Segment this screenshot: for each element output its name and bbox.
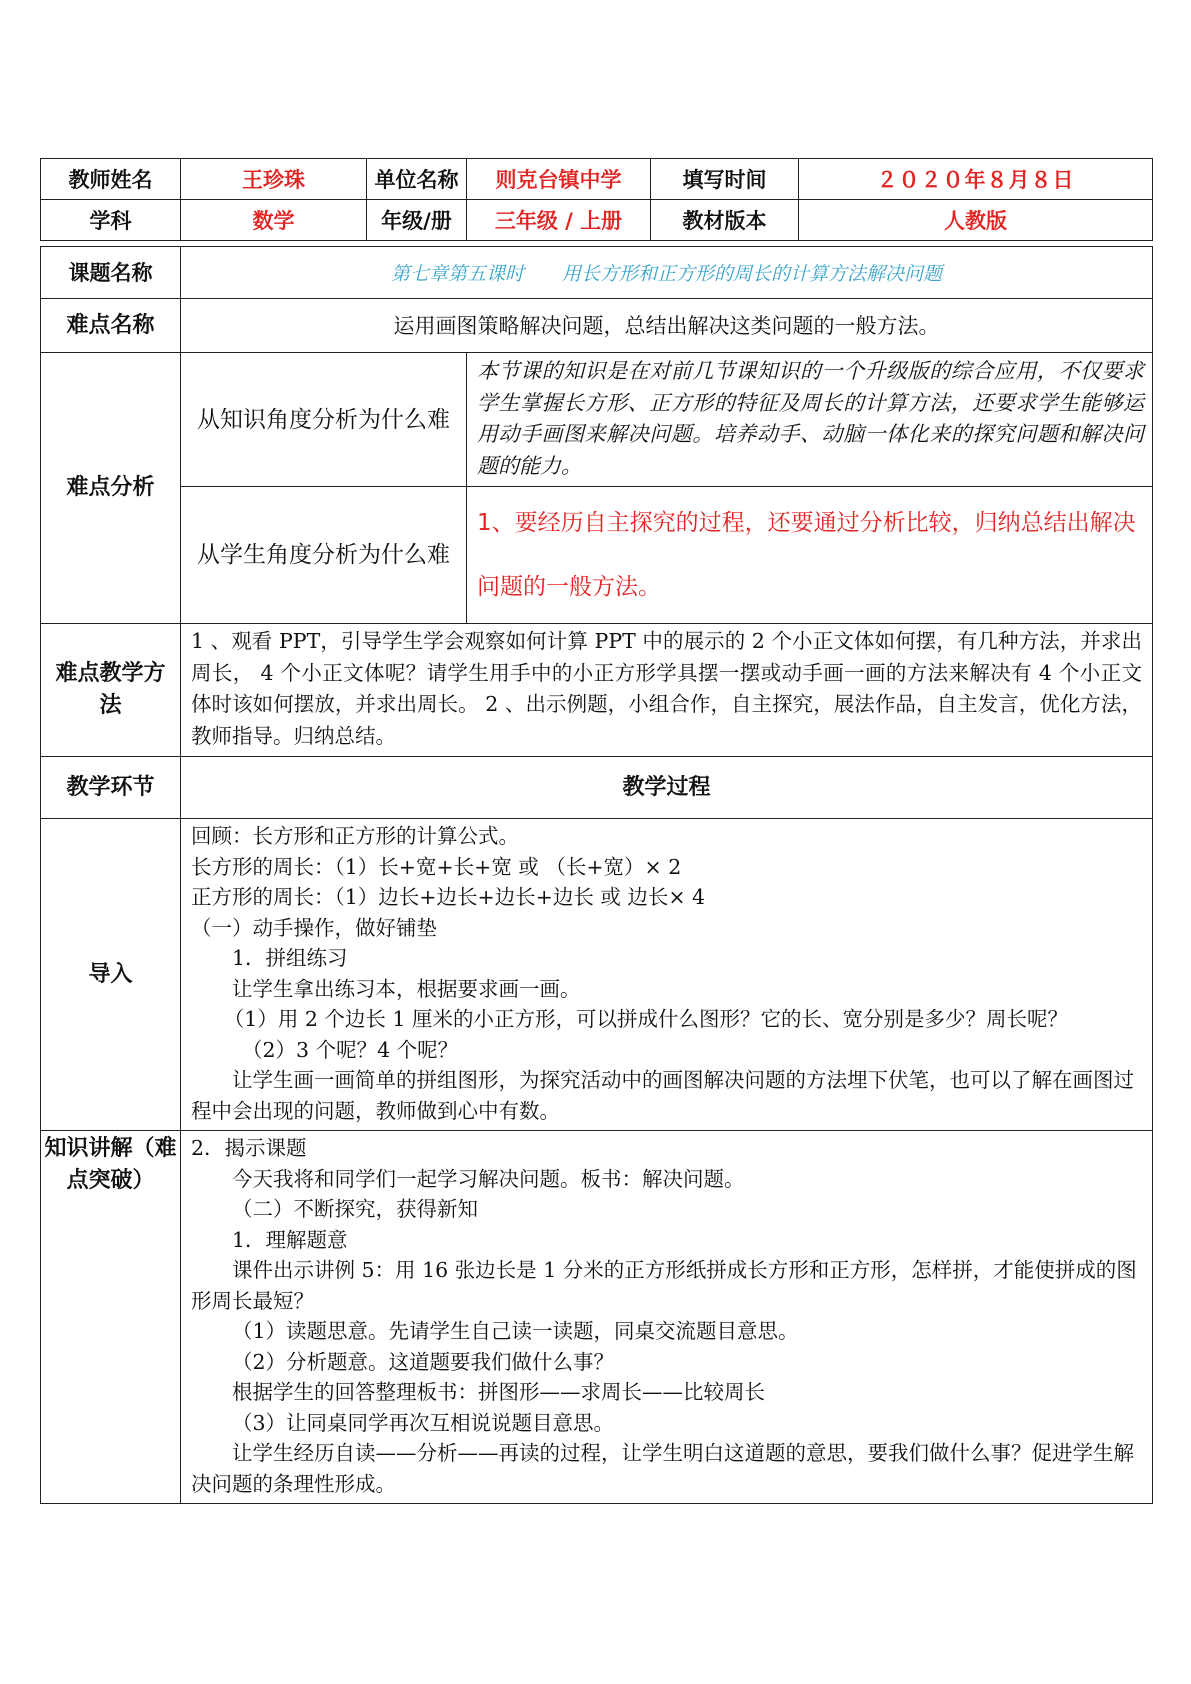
info-row-1 <box>41 159 1153 200</box>
explain-line: 让学生经历自读——分析——再读的过程，让学生明白这道题的意思，要我们做什么事？促进学生解决问题的条理性形成。 <box>191 1441 1134 1496</box>
explain-content <box>181 1131 1153 1504</box>
difficulty-row <box>41 299 1153 353</box>
info-row-2 <box>41 200 1153 241</box>
intro-line: （1）用 2 个边长 1 厘米的小正方形，可以拼成什么图形？它的长、宽分别是多少？周长呢？ <box>223 1007 1068 1031</box>
lesson-plan-page <box>40 158 1152 1504</box>
student-text: 1、要经历自主探究的过程，还要通过分析比较，归纳总结出解决问题的一般方法。 <box>467 487 1153 624</box>
grade-value: 三年级 / 上册 <box>467 200 651 241</box>
knowledge-analysis-row <box>41 353 1153 487</box>
edition-value: 人教版 <box>799 200 1153 241</box>
explain-line: （3）让同桌同学再次互相说说题目意思。 <box>232 1410 615 1435</box>
edition-label: 教材版本 <box>651 200 799 241</box>
explain-line: 今天我将和同学们一起学习解决问题。板书：解决问题。 <box>232 1166 745 1191</box>
explain-line: 课件出示讲例 5：用 16 张边长是 1 分米的正方形纸拼成长方形和正方形，怎样拼，才能使拼成的图形周长最短？ <box>191 1258 1137 1313</box>
analysis-label: 难点分析 <box>41 353 181 624</box>
intro-line: （2）3 个呢？4 个呢？ <box>242 1037 459 1062</box>
subject-value: 数学 <box>181 200 367 241</box>
intro-line: 正方形的周长：（1）边长+边长+边长+边长 或 边长× 4 <box>191 885 706 909</box>
grade-label: 年级/册 <box>367 200 467 241</box>
knowledge-label: 从知识角度分析为什么难 <box>181 353 467 487</box>
intro-line: （一）动手操作，做好铺垫 <box>191 915 437 940</box>
method-row <box>41 624 1153 757</box>
method-label: 难点教学方法 <box>41 624 181 757</box>
explain-line: 1．理解题意 <box>232 1227 348 1252</box>
intro-line: 让学生拿出练习本，根据要求画一画。 <box>232 976 581 1001</box>
intro-line: 1．拼组练习 <box>232 946 348 970</box>
process-header-row <box>41 757 1153 819</box>
subject-label: 学科 <box>41 200 181 241</box>
student-label: 从学生角度分析为什么难 <box>181 487 467 624</box>
explain-line: （二）不断探究，获得新知 <box>232 1197 478 1221</box>
difficulty-value: 运用画图策略解决问题，总结出解决这类问题的一般方法。 <box>181 299 1153 353</box>
intro-line: 回顾：长方形和正方形的计算公式。 <box>191 824 519 848</box>
topic-row <box>41 247 1153 299</box>
explain-line: 2．揭示课题 <box>191 1136 307 1160</box>
date-value: ２０２０年８月８日 <box>799 159 1153 200</box>
explain-label: 知识讲解（难点突破） <box>41 1131 181 1504</box>
intro-label: 导入 <box>41 819 181 1131</box>
difficulty-label: 难点名称 <box>41 299 181 353</box>
method-text: 1 、观看 PPT，引导学生学会观察如何计算 PPT 中的展示的 2 个小正文体如何摆，有几种方法，并求出周长， 4 个小正文体呢？请学生用手中的小正方形学具摆一摆或动手画一画的方法来解决有 4 个小正文体时该如何摆放，并求出周长。 2 、出示例题，小组合作，自主探究，展法作品，自主发言，优化方法，教师指导。归纳总结。 <box>181 624 1153 757</box>
intro-row <box>41 819 1153 1131</box>
teacher-value: 王珍珠 <box>181 159 367 200</box>
process-left-label: 教学环节 <box>41 757 181 819</box>
lesson-plan-table <box>40 158 1153 1504</box>
teacher-label: 教师姓名 <box>41 159 181 200</box>
unit-label: 单位名称 <box>367 159 467 200</box>
topic-label: 课题名称 <box>41 247 181 299</box>
explain-line: （2）分析题意。这道题要我们做什么事？ <box>232 1349 615 1374</box>
knowledge-text: 本节课的知识是在对前几节课知识的一个升级版的综合应用，不仅要求学生掌握长方形、正方形的特征及周长的计算方法，还要求学生能够运用动手画图来解决问题。培养动手、动脑一体化来的探究问题和解决问题的能力。 <box>467 353 1153 487</box>
intro-line: 长方形的周长：（1）长+宽+长+宽 或 （长+宽）× 2 <box>191 854 682 879</box>
explain-line: 根据学生的回答整理板书：拼图形——求周长——比较周长 <box>232 1380 765 1404</box>
intro-content <box>181 819 1153 1131</box>
unit-value: 则克台镇中学 <box>467 159 651 200</box>
process-right-label: 教学过程 <box>181 757 1153 819</box>
explain-row <box>41 1131 1153 1504</box>
intro-line: 让学生画一画简单的拼组图形，为探究活动中的画图解决问题的方法埋下伏笔，也可以了解在画图过程中会出现的问题，教师做到心中有数。 <box>191 1068 1134 1123</box>
student-analysis-row <box>41 487 1153 624</box>
topic-value: 第七章第五课时 用长方形和正方形的周长的计算方法解决问题 <box>181 247 1153 299</box>
date-label: 填写时间 <box>651 159 799 200</box>
explain-line: （1）读题思意。先请学生自己读一读题，同桌交流题目意思。 <box>232 1319 799 1343</box>
